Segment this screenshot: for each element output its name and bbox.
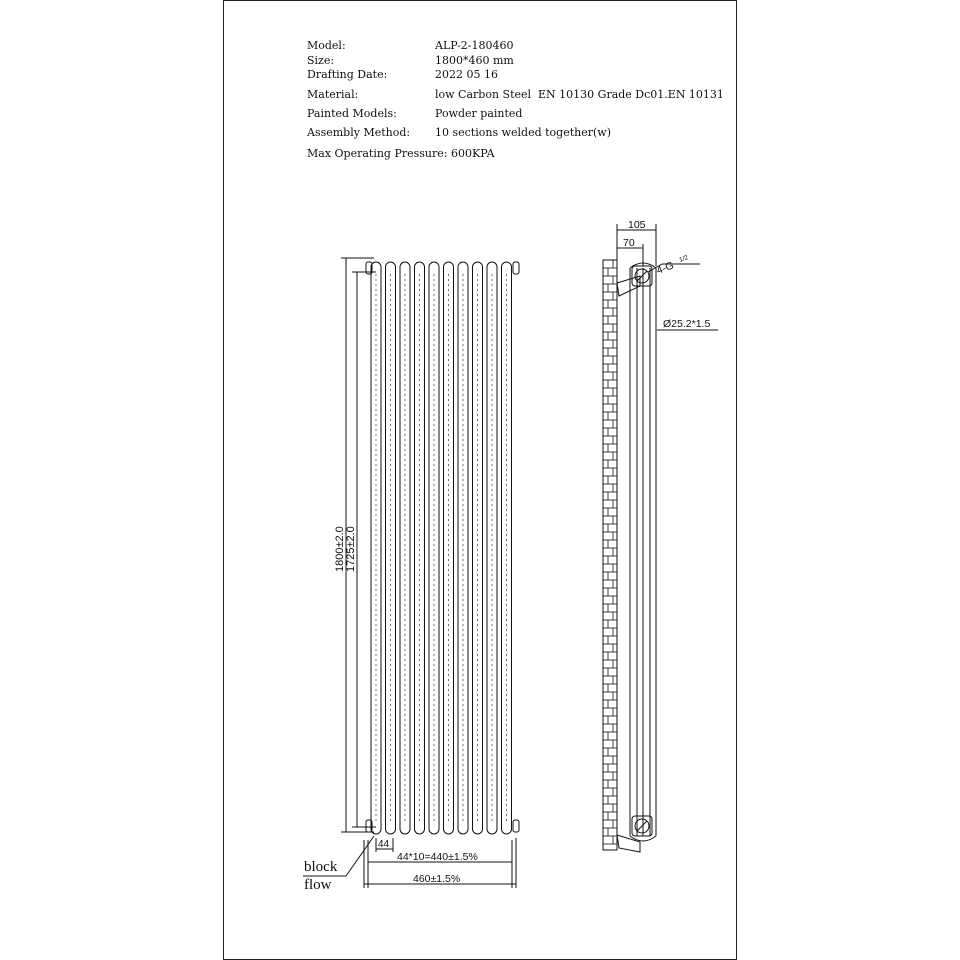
- dim-tube-label: Ø25.2*1.5: [663, 318, 711, 330]
- dim-center-width-label: 44*10=440±1.5%: [397, 851, 478, 863]
- radiator-section: [473, 262, 483, 834]
- dim-total-width-label: 460±1.5%: [413, 873, 461, 885]
- assembly-method-label: Assembly Method:: [307, 126, 411, 139]
- top-port: [632, 266, 652, 286]
- radiator-section: [386, 262, 396, 834]
- block-caption: block: [304, 859, 338, 875]
- material-label: Material:: [307, 88, 359, 101]
- radiator-section: [400, 262, 410, 834]
- model-value: ALP-2-180460: [435, 39, 514, 52]
- end-cap: [513, 262, 519, 274]
- bottom-port: [632, 816, 652, 836]
- radiator-section: [371, 262, 381, 834]
- flow-caption: flow: [304, 877, 332, 893]
- model-label: Model:: [307, 39, 346, 52]
- front-view: [303, 258, 519, 888]
- dim-thread-fraction-label: 1/2: [678, 254, 690, 264]
- dim-offset-label: 70: [623, 237, 635, 249]
- radiator-section: [444, 262, 454, 834]
- end-cap: [513, 820, 519, 832]
- painted-models-value: Powder painted: [435, 107, 523, 120]
- dim-section-pitch-label: 44: [378, 839, 390, 850]
- side-tubes: [630, 263, 656, 841]
- wall-outline: [603, 260, 617, 850]
- radiator-section: [487, 262, 497, 834]
- drawing-border: [224, 1, 737, 960]
- size-label: Size:: [307, 54, 335, 67]
- wall-bricks: [603, 260, 617, 844]
- drafting-date-value: 2022 05 16: [435, 68, 498, 81]
- radiator-section: [429, 262, 439, 834]
- dim-center-height-label: 1725±2.0: [345, 526, 357, 572]
- assembly-method-value: 10 sections welded together(w): [435, 126, 611, 139]
- max-pressure-line: Max Operating Pressure: 600KPA: [307, 147, 495, 160]
- bottom-bracket: [617, 835, 640, 852]
- radiator-section: [415, 262, 425, 834]
- dim-depth-label: 105: [628, 219, 646, 231]
- radiator-columns: [366, 262, 519, 834]
- drafting-date-label: Drafting Date:: [307, 68, 388, 81]
- radiator-section: [458, 262, 468, 834]
- painted-models-label: Painted Models:: [307, 107, 397, 120]
- dim-thread-label: 4-G: [654, 259, 676, 277]
- radiator-section: [502, 262, 512, 834]
- size-value: 1800*460 mm: [435, 54, 514, 67]
- material-value: low Carbon Steel EN 10130 Grade Dc01.EN 10131: [435, 88, 724, 101]
- dim-total-height-label: 1800±2.0: [334, 526, 346, 572]
